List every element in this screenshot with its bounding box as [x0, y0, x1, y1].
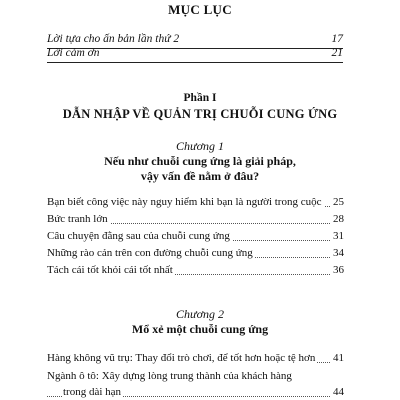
toc-item-page: 17 [331, 33, 343, 45]
toc-entry-label: Hàng không vũ trụ: Thay đổi trò chơi, để tốt hơn hoặc tệ hơn [47, 352, 316, 364]
toc-item-label: Lời cảm ơn [47, 47, 100, 59]
toc-entry-label: Bức tranh lớn [47, 213, 108, 225]
toc-entry[interactable] [47, 230, 344, 244]
toc-entry-page: 36 [333, 264, 344, 276]
toc-entry-label: Bạn biết công việc này nguy hiểm khi bạn là người trong cuộc [47, 196, 322, 208]
toc-front-item[interactable] [47, 47, 343, 61]
toc-entry-label: Ngành ô tô: Xây dựng lòng trung thành của khách hàng [47, 370, 292, 382]
toc-item-label: Lời tựa cho ấn bản lần thứ 2 [47, 33, 180, 45]
part-number: Phần I [183, 92, 217, 104]
toc-entry[interactable] [47, 213, 344, 227]
toc-entry-page: 44 [333, 386, 344, 398]
chapter-title-line: Nếu như chuỗi cung ứng là giải pháp, [104, 154, 296, 168]
divider [47, 62, 343, 63]
toc-entry-continuation[interactable] [47, 386, 344, 400]
toc-entry[interactable] [47, 247, 344, 261]
toc-entry-label: Câu chuyện đằng sau của chuỗi cung ứng [47, 230, 230, 242]
toc-entry-page: 41 [333, 352, 344, 364]
toc-entry-label: Những rào cản trên con đường chuỗi cung ứng [47, 247, 253, 259]
toc-entry-label: Tách cái tốt khỏi cái tốt nhất [47, 264, 173, 276]
chapter-title: Mổ xẻ một chuỗi cung ứng [131, 322, 269, 336]
toc-front-item[interactable] [47, 33, 343, 47]
chapter-number: Chương 1 [176, 139, 224, 153]
toc-entry-page: 34 [333, 247, 344, 259]
toc-entry[interactable] [47, 196, 344, 210]
part-title: DẪN NHẬP VỀ QUẢN TRỊ CHUỖI CUNG ỨNG [62, 107, 338, 121]
toc-entry-page: 28 [333, 213, 344, 225]
toc-entry-label: trong dài hạn [63, 386, 122, 398]
chapter-title-line: vậy vấn đề nằm ở đâu? [140, 169, 260, 183]
toc-entry-page: 25 [333, 196, 344, 208]
chapter-number: Chương 2 [176, 307, 224, 321]
toc-heading: MỤC LỤC [168, 2, 232, 17]
toc-entry[interactable] [47, 370, 344, 384]
toc-entry[interactable] [47, 352, 344, 366]
toc-item-page: 21 [331, 47, 343, 59]
toc-entry-page: 31 [333, 230, 344, 242]
toc-entry[interactable] [47, 264, 344, 278]
